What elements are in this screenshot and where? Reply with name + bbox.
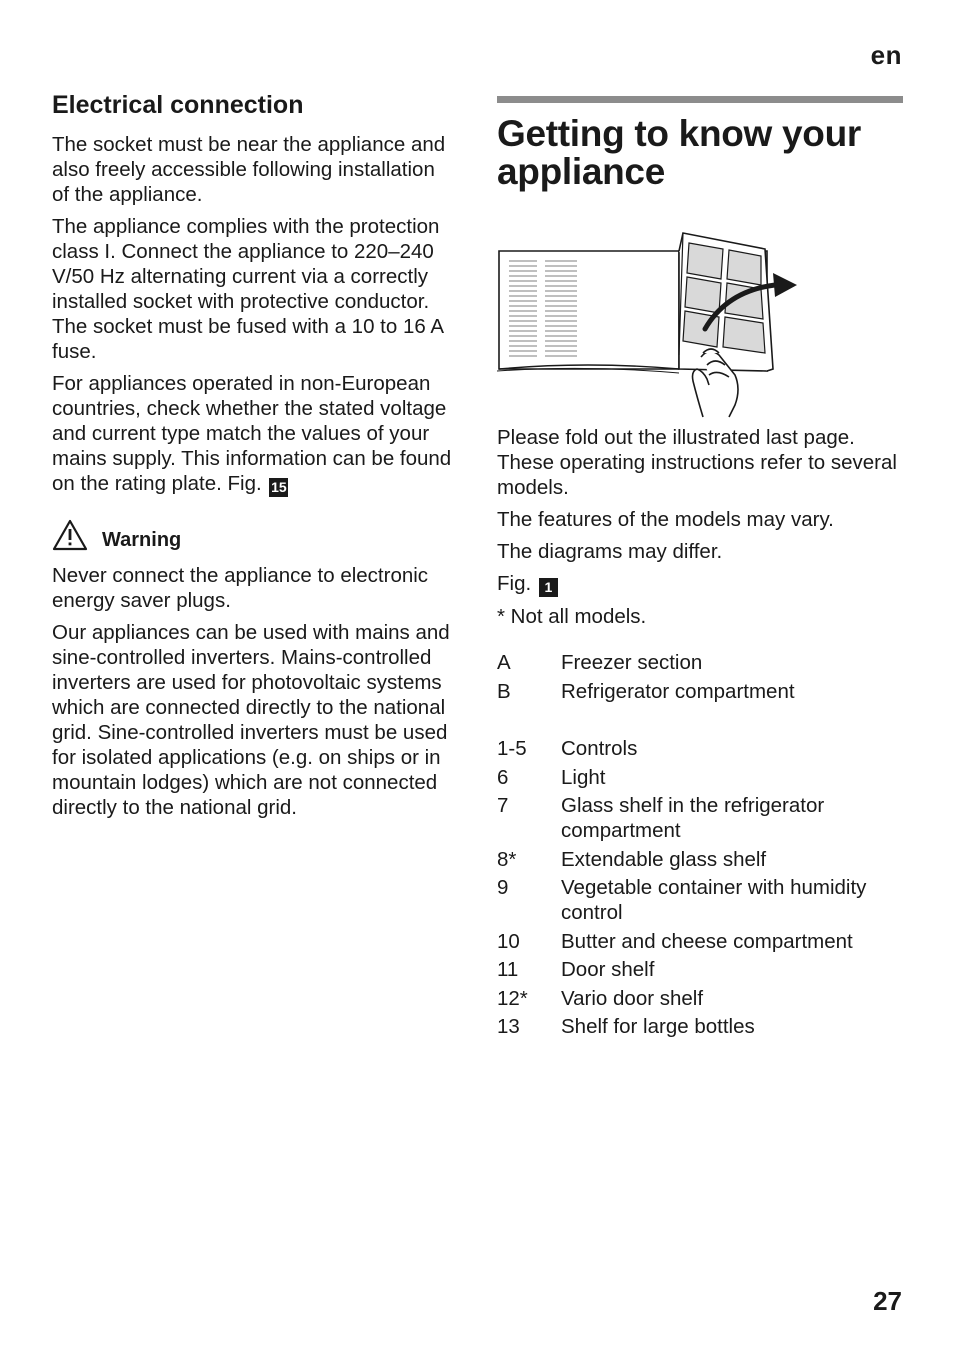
parts-legend-item-label: Light: [561, 765, 606, 789]
parts-legend-item-key: 7: [497, 794, 509, 817]
language-code: en: [870, 40, 902, 70]
paragraph-non-european: [52, 371, 454, 497]
parts-legend-item-key: 12*: [497, 986, 528, 1010]
parts-legend-item-key: 10: [497, 929, 520, 953]
parts-legend-item-key: 8*: [497, 847, 517, 871]
parts-legend-item-label: Vegetable container with humidity control: [561, 876, 867, 924]
section-heading: Electrical connection: [52, 91, 304, 119]
parts-legend-item: [497, 957, 903, 982]
parts-legend-item-label: Controls: [561, 737, 638, 760]
parts-legend-item: [497, 875, 903, 925]
warning-label: Warning: [102, 529, 182, 551]
figure-label: Fig.: [497, 572, 532, 595]
parts-legend-item: [497, 765, 903, 790]
parts-legend-item-label: Shelf for large bottles: [561, 1015, 755, 1038]
paragraph-protection-class: The appliance complies with the protection class I. Connect the appliance to 220–240 V/50 Hz alternating current via a correctly installed socket with protective conductor. The socket must be fused with a 10 to 16 A fuse.: [52, 215, 443, 363]
paragraph-socket: The socket must be near the appliance and also freely accessible following installation of the appliance.: [52, 133, 446, 206]
paragraph-non-european-text: For appliances operated in non-European countries, check whether the stated voltage and current type match the values of your mains supply. This information can be found on the rating plate. Fig.: [52, 372, 452, 495]
parts-legend-item-key: 1-5: [497, 737, 527, 760]
parts-legend-item: [497, 847, 903, 872]
paragraph-features-vary: The features of the models may vary.: [497, 508, 834, 531]
warning-triangle-icon: [52, 519, 88, 551]
page-title: Getting to know your appliance: [497, 113, 861, 192]
parts-legend-item-label: Door shelf: [561, 958, 655, 981]
figure-line: [497, 571, 903, 597]
section-legend-item-label: Freezer section: [561, 651, 703, 674]
section-legend-item-key: B: [497, 679, 511, 703]
parts-legend-item-key: 9: [497, 876, 509, 899]
section-legend: [497, 650, 903, 704]
figure-number-badge: 1: [539, 578, 558, 597]
electrical-connection-section: [52, 88, 454, 827]
page-number: 27: [873, 1286, 902, 1316]
section-divider: [497, 96, 903, 103]
parts-legend-item: [497, 793, 903, 843]
section-legend-item: [497, 679, 903, 704]
figure-reference-badge: 15: [271, 479, 287, 495]
parts-legend-item-label: Extendable glass shelf: [561, 847, 767, 871]
paragraph-fold-out: Please fold out the illustrated last page. These operating instructions refer to several models.: [497, 426, 897, 499]
section-legend-item-key: A: [497, 651, 511, 674]
paragraph-diagrams-differ: The diagrams may differ.: [497, 540, 723, 563]
parts-legend-item: [497, 1014, 903, 1039]
warning-callout: [52, 519, 454, 551]
parts-legend-item-key: 6: [497, 765, 509, 789]
parts-legend-item: [497, 736, 903, 761]
parts-legend-item-label: Glass shelf in the refrigerator compartment: [561, 794, 825, 842]
section-legend-item: [497, 650, 903, 675]
section-legend-item-label: Refrigerator compartment: [561, 679, 795, 703]
getting-to-know-section: [497, 96, 903, 1043]
parts-legend: [497, 736, 903, 1039]
parts-legend-item-key: 11: [497, 958, 519, 981]
parts-legend-item: [497, 929, 903, 954]
parts-legend-item-label: Butter and cheese compartment: [561, 929, 853, 953]
fold-out-page-illustration: [497, 229, 801, 419]
parts-legend-item: [497, 986, 903, 1011]
models-note: * Not all models.: [497, 605, 647, 628]
paragraph-inverters: Our appliances can be used with mains and sine-controlled inverters. Mains-controlled inverters are used for photovoltaic systems which are connected directly to the national grid. Sine-controlled inverters must be used for isolated applications (e.g. on ships or in mountain lodges) which are not connected directly to the national grid.: [52, 621, 450, 819]
parts-legend-item-label: Vario door shelf: [561, 986, 704, 1010]
paragraph-energy-saver: Never connect the appliance to electronic energy saver plugs.: [52, 564, 429, 612]
parts-legend-item-key: 13: [497, 1015, 520, 1038]
